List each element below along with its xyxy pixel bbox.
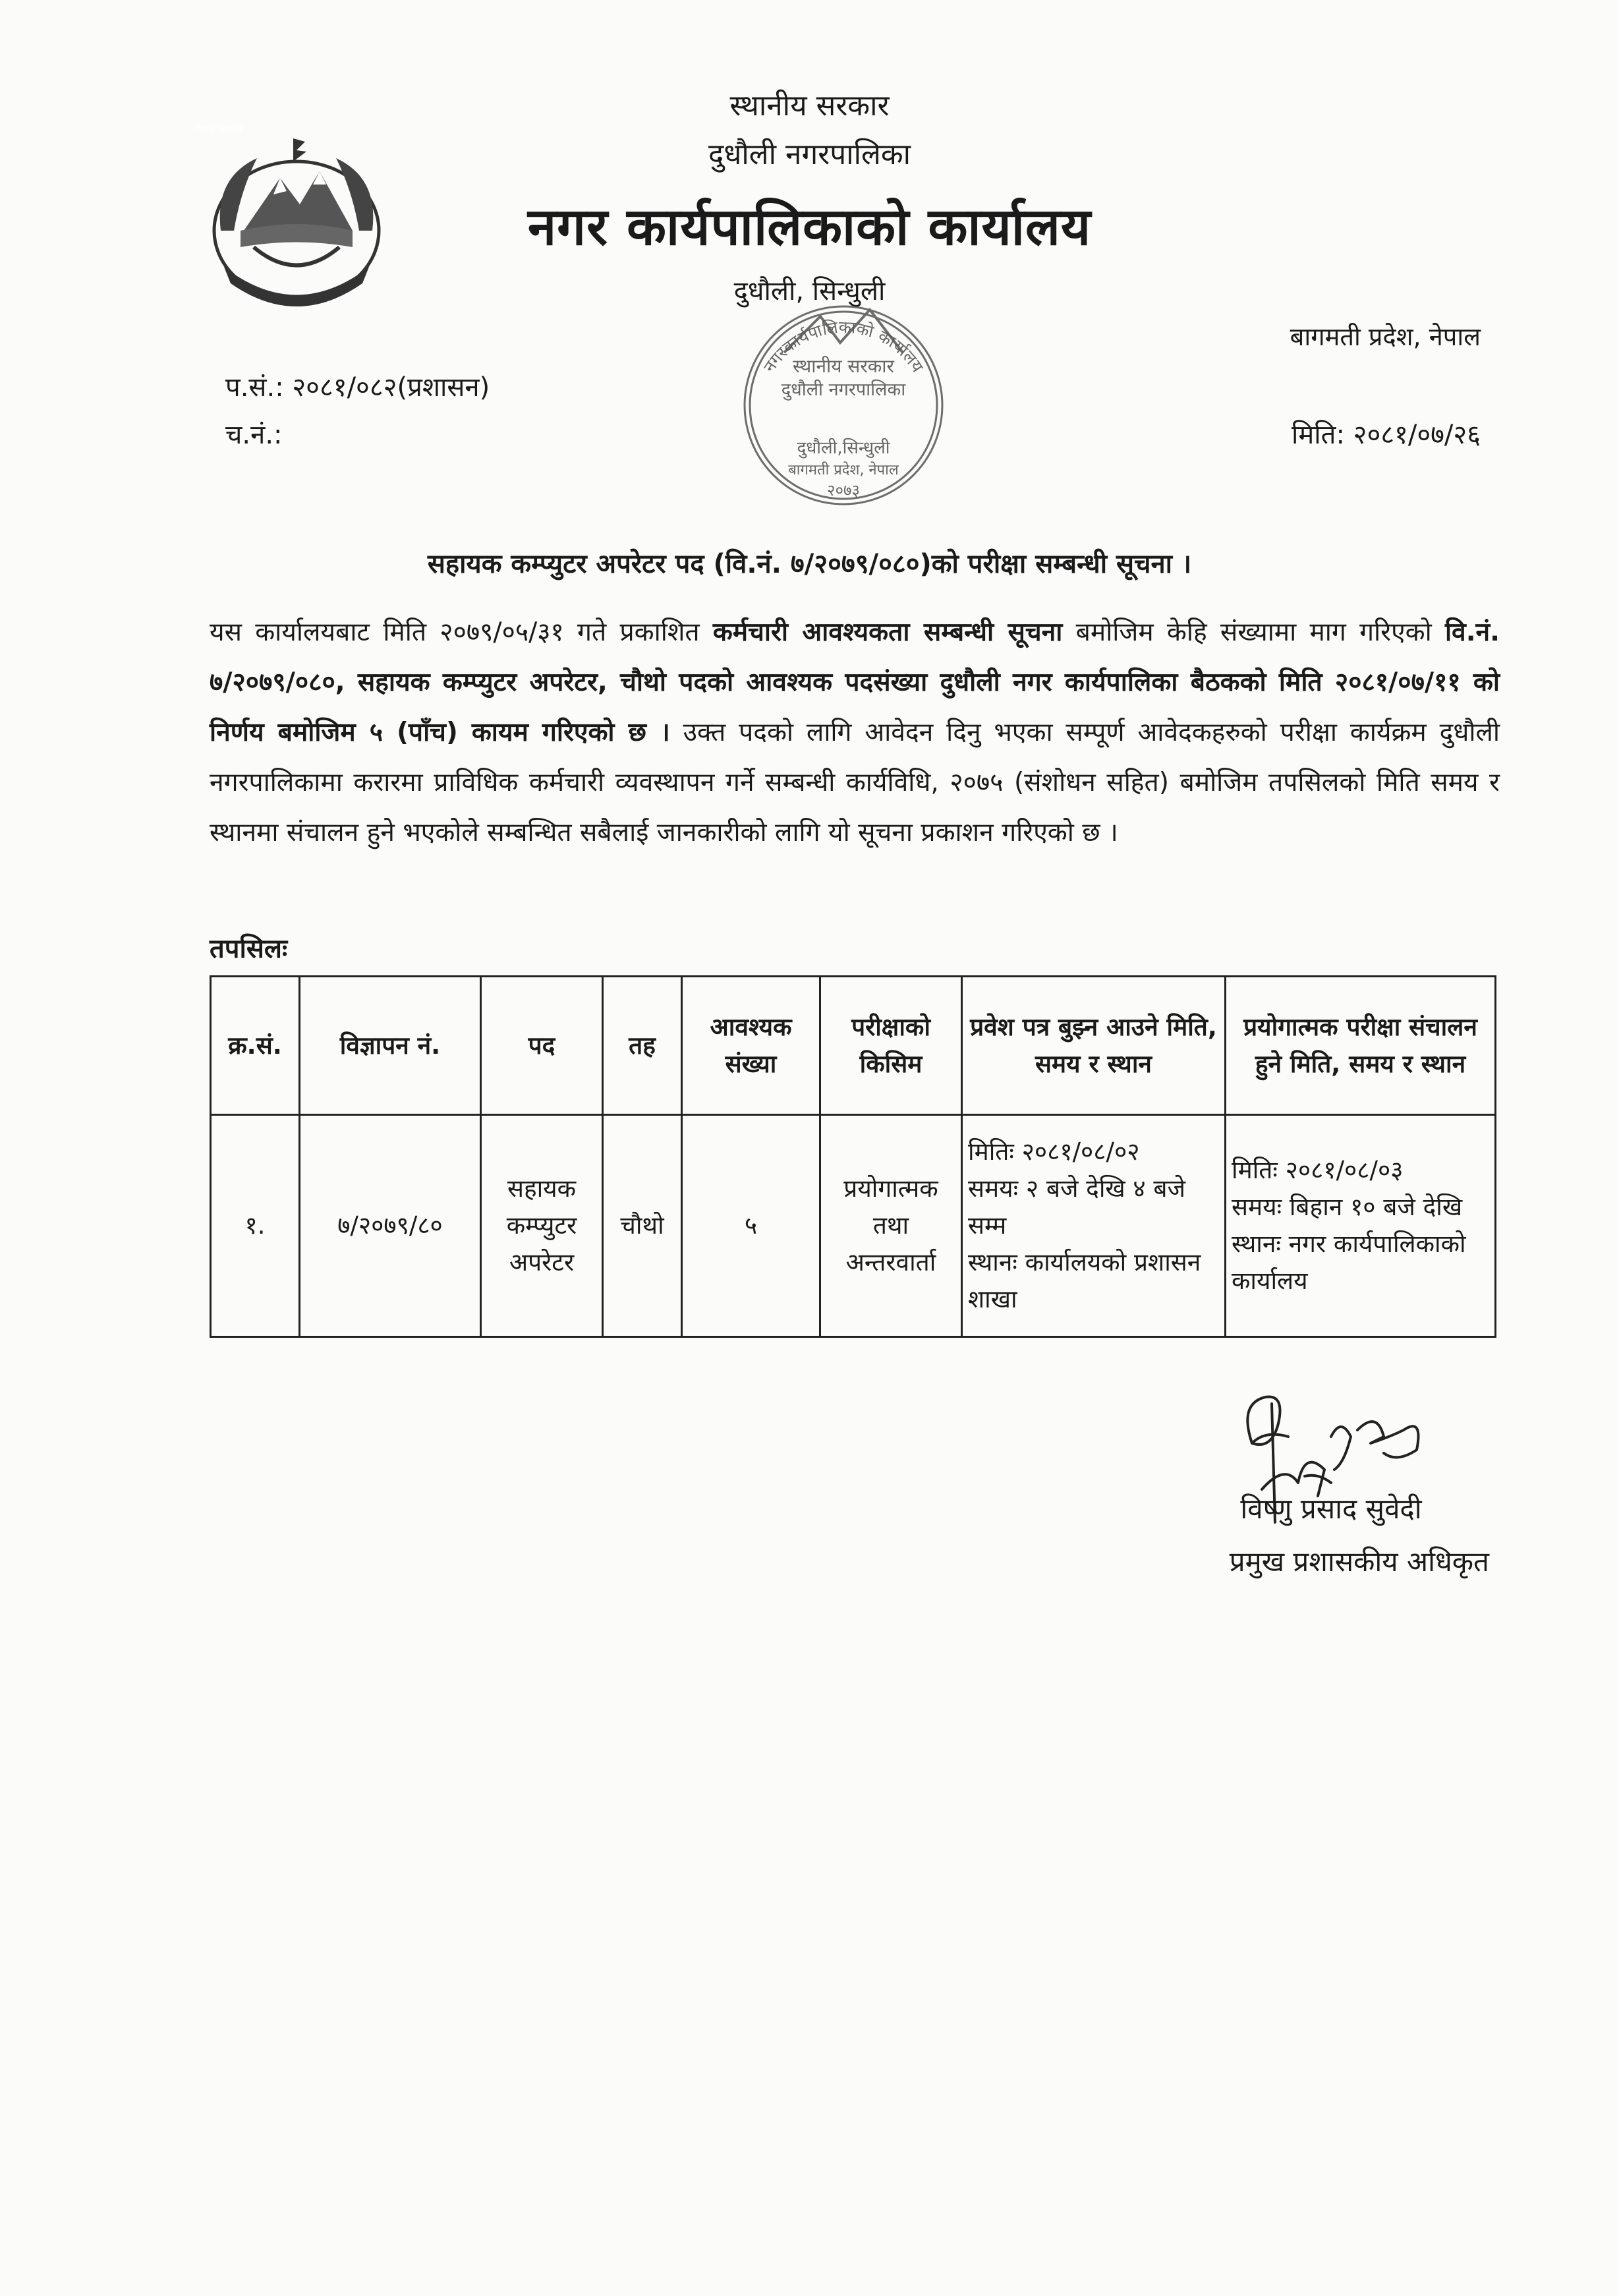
cell-level: चौथो [603,1115,682,1337]
header-municipality: दुधौली नगरपालिका [708,138,911,171]
col-header-sn: क्र.सं. [211,977,300,1115]
notice-subject: सहायक कम्प्युटर अपरेटर पद (वि.नं. ७/२०७९/०८०)को परीक्षा सम्बन्धी सूचना । [427,549,1192,579]
header-office-title: नगर कार्यपालिकाको कार्यालय [527,198,1092,257]
office-seal-icon [735,290,952,514]
cell-required: ५ [682,1115,820,1337]
emblem-caption: नेपाल सरकार [194,123,243,134]
seal-line6: २०७३ [827,481,860,500]
col-header-exam-type: परीक्षाको किसिम [820,977,962,1115]
seal-line5: बागमती प्रदेश, नेपाल [788,462,899,478]
table-header-row [211,977,1496,1115]
seal-line2: दुधौली नगरपालिका [781,380,906,400]
practical-time: समयः बिहान १० बजे देखि [1232,1193,1463,1221]
body-part1-bold: कर्मचारी आवश्यकता सम्बन्धी सूचना [712,617,1063,647]
body-part3: उक्त पदको लागि आवेदन दिनु भएका सम्पूर्ण आवेदकहरुको परीक्षा कार्यक्रम दुधौली नगरपालिकामा करारमा प्राविधिक कर्मचारी व्यवस्थापन गर्ने सम्बन्धी कार्यविधि, २०७५ (संशोधन सहित) बमोजिम तपसिलको मिति समय र स्थानमा संचालन हुने भएकोले सम्बन्धित सबैलाई जानकारीको लागि यो सूचना प्रकाशन गरिएको छ । [210,718,1500,847]
header-local-government: स्थानीय सरकार [729,89,890,123]
schedule-table [210,975,1496,1338]
body-part2-bold: वि.नं. ७/२०७९/०८०, सहायक कम्प्युटर अपरेटर, चौथो पदको आवश्यक पदसंख्या दुधौली नगर कार्यपालिका बैठकको मिति २०८१/०७/११ को निर्णय बमोजिम ५ (पाँच) कायम गरिएको छ । [210,617,1500,747]
col-header-required: आवश्यक संख्या [682,977,820,1115]
cell-admit [962,1115,1226,1337]
body-part2: बमोजिम केहि संख्यामा माग गरिएको [1062,617,1445,647]
dispatch-number: च.नं.: [225,420,283,450]
table-row [211,1115,1496,1337]
cell-exam-type: प्रयोगात्मक तथा अन्तरवार्ता [820,1115,962,1337]
seal-line1: स्थानीय सरकार [793,355,894,377]
practical-place: स्थानः नगर कार्यपालिकाको कार्यालय [1232,1230,1466,1295]
cell-post: सहायक कम्प्युटर अपरेटर [481,1115,603,1337]
body-part1: यस कार्यालयबाट मिति २०७९/०५/३१ गते प्रकाशित [210,617,713,647]
cell-ad-no: ७/२०७९/८० [300,1115,481,1337]
cell-practical [1226,1115,1496,1337]
schedule-heading: तपसिलः [210,934,288,964]
signatory-title: प्रमुख प्रशासकीय अधिकृत [1229,1545,1489,1578]
seal-line3: नगरकार्यपालिकाको कार्यालय [759,317,928,376]
seal-line4: दुधौली,सिन्धुली [797,438,890,458]
header-province: बागमती प्रदेश, नेपाल [1290,322,1481,351]
signatory-name: विष्णु प्रसाद सुवेदी [1240,1493,1422,1525]
col-header-ad-no: विज्ञापन नं. [300,977,481,1115]
admit-place: स्थानः कार्यालयको प्रशासन शाखा [968,1248,1201,1313]
col-header-level: तह [603,977,682,1115]
cell-sn: १. [211,1115,300,1337]
practical-date: मितिः २०८१/०८/०३ [1232,1156,1404,1184]
col-header-practical: प्रयोगात्मक परीक्षा संचालन हुने मिति, समय र स्थान [1226,977,1496,1115]
admit-date: मितिः २०८१/०८/०२ [968,1137,1140,1166]
col-header-admit: प्रवेश पत्र बुझ्न आउने मिति, समय र स्थान [962,977,1226,1115]
notice-date: मिति: २०८१/०७/२६ [1292,420,1481,450]
header-place: दुधौली, सिन्धुली [733,276,886,306]
col-header-post: पद [481,977,603,1115]
notice-body [210,608,1500,858]
admit-time: समयः २ बजे देखि ४ बजे सम्म [968,1174,1186,1240]
reference-number: प.सं.: २०८१/०८२(प्रशासन) [225,372,490,403]
